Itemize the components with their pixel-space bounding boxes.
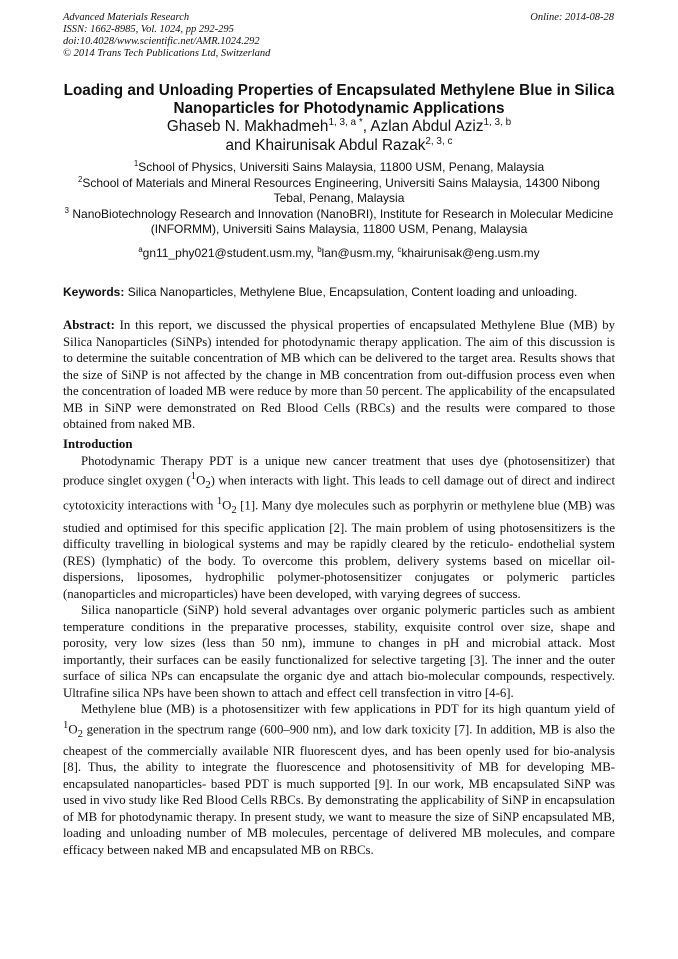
abstract <box>63 317 615 433</box>
email-link[interactable]: gn11_phy021@student.usm.my <box>142 246 311 260</box>
keywords-label: Keywords: <box>63 285 125 299</box>
section-heading: Introduction <box>63 437 133 451</box>
author-name: Ghaseb N. Makhadmeh <box>166 118 329 135</box>
email-link[interactable]: khairunisak@eng.usm.my <box>401 246 540 260</box>
keywords <box>63 285 615 299</box>
paragraph: Photodynamic Therapy PDT is a unique new cancer treatment that uses dye (photosensitizer) that produce singlet oxygen $(^1O_2)$ when interacts with light. This leads to cell damage out of direct and indirect cytotoxicity interactions with $^1O_2$ [1]. Many dye molecules such as porphyrin or methylene blue (MB) was studied and optimised for this specific application [2]. The main problem of using photosensitizers is the difficulty travelling in biological systems and may be rapidly cleared by the reticulo- endothelial system (RES) (lymphatic) of the body. To overcome this problem, delivery systems based on micellar oil-dispersions, liposomes, hydrophilic polymer-photosensitizer conjugates or polymeric particles (nanoparticles and microparticles) have been developed, with varying degrees of success. <box>63 453 616 601</box>
abstract-text: In this report, we discussed the physical properties of encapsulated Methylene Blue (MB) by Silica Nanoparticles (SiNPs) intended for photodynamic therapy application. The aim of this discussion is to determine the suitable concentration of MB which can be delivered to the target area. Results shows that the size of SiNP is not affected by the change in MB concentration from out-diffusion process even when the concentration of loaded MB were reduce by more than 50 percent. The applicability of the encapsulated MB in SiNP were demonstrated on Red Blood Cells (RBCs) and the results were compared to those obtained from naked MB. <box>63 318 615 431</box>
online-date: Online: 2014-08-28 <box>530 12 614 23</box>
affiliation-3: $^3$ NanoBiotechnology Research and Innovation (NanoBRI), Institute for Research in Molecular Medicine (INFORMM), Universiti Sains Malaysia, 11800 USM, Penang, Malaysia <box>64 205 614 237</box>
affiliation-1: $^1$School of Physics, Universiti Sains Malaysia, 11800 USM, Penang, Malaysia <box>133 159 545 174</box>
paper-title: Loading and Unloading Properties of Encapsulated Methylene Blue in Silica Nanoparticles for Photodynamic Applications <box>63 82 615 117</box>
abstract-label: Abstract: <box>63 318 115 332</box>
doi-line: doi:10.4028/www.scientific.net/AMR.1024.292 <box>63 36 260 47</box>
author-name: and Khairunisak Abdul Razak <box>225 137 426 154</box>
email-link[interactable]: lan@usm.my <box>321 246 391 260</box>
paragraph: Silica nanoparticle (SiNP) hold several advantages over organic polymeric particles such as ambient temperature conditions in the preparative processes, stability, exquisite control over size, shape and porosity, very low sizes (less than 50 nm), immune to changes in pH and microbial attack. Most importantly, their surfaces can be easily functionalized for selective targeting [3]. The inner and the outer surface of silica NPs can encapsulate the organic dye and attach bio-molecular compounds, respectively. Ultrafine silica NPs have been shown to attach and effect cell transfection in vitro [4-6]. <box>63 603 615 700</box>
affiliations <box>63 160 615 238</box>
author-sep: , <box>362 118 371 135</box>
author-sup: 1, 3, b <box>483 116 512 128</box>
journal-header <box>63 12 270 60</box>
author-list <box>50 117 628 155</box>
author-sup: 2, 3, c <box>425 135 453 147</box>
author-sup: 1, 3, a * <box>328 116 363 128</box>
issn-line: ISSN: 1662-8985, Vol. 1024, pp 292-295 <box>63 24 234 35</box>
keywords-text: Silica Nanoparticles, Methylene Blue, Encapsulation, Content loading and unloading. <box>127 285 578 299</box>
copyright-line: © 2014 Trans Tech Publications Ltd, Switzerland <box>63 48 271 59</box>
affiliation-2: $^2$School of Materials and Mineral Resources Engineering, Universiti Sains Malaysia, 14300 Nibong Tebal, Penang, Malaysia <box>78 174 600 206</box>
journal-name: Advanced Materials Research <box>63 12 190 23</box>
paragraph: Methylene blue (MB) is a photosensitizer with few applications in PDT for its high quantum yield of $^1O_2$ generation in the spectrum range (600–900 nm), and low dark toxicity [7]. In addition, MB is also the cheapest of the commercially available NIR fluorescent dyes, and has been openly used for bio-analysis [8]. Thus, the ability to integrate the fluorescence and photosensitivity of MB for developing MB-encapsulated nanoparticles- based PDT is much supported [9]. In our work, MB encapsulated SiNP was used in vivo study like Red Blood Cells RBCs. By demonstrating the applicability of SiNP in encapsulation of MB for photodynamic therapy. In present study, we want to measure the size of SiNP encapsulated MB, loading and unloading number of MB molecules, percentage of delivered MB molecules, and compare efficacy between naked MB and encapsulated MB on RBCs. <box>63 702 615 857</box>
email-list: $^a$gn11_phy021@student.usm.my, $^b$lan@usm.my, $^c$khairunisak@eng.usm.my <box>138 245 540 260</box>
author-name: Azlan Abdul Aziz <box>370 118 484 135</box>
introduction-section <box>63 436 615 858</box>
